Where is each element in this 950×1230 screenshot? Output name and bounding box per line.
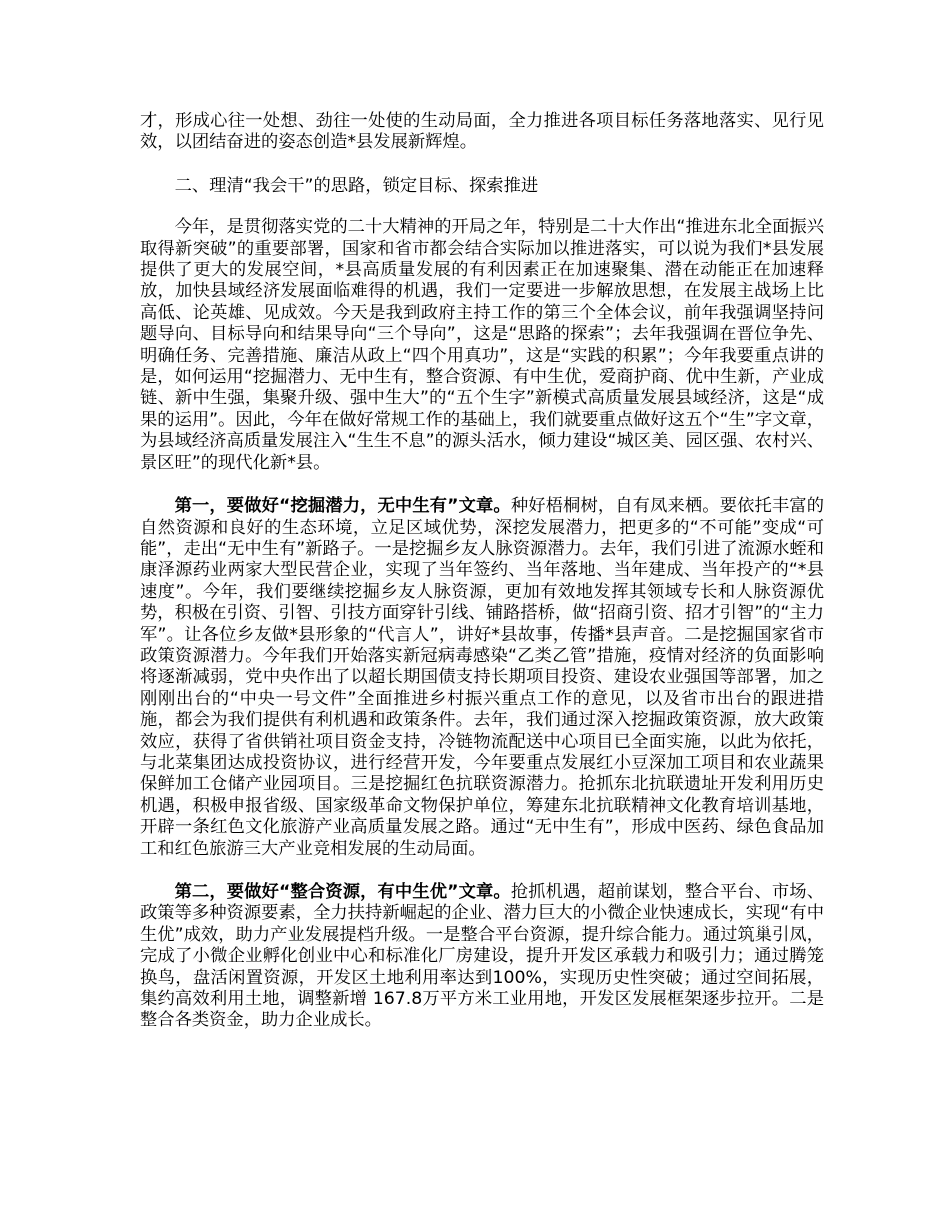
second-point-heading: 第二，要做好“整合资源，有中生优”文章。 xyxy=(174,882,511,902)
paragraph-continued: 才，形成心往一处想、劲往一处使的生动局面，全力推进各项目标任务落地落实、见行见效，以团结奋进的姿态创造*县发展新辉煌。 xyxy=(140,111,824,153)
second-point-body: 抢抓机遇，超前谋划，整合平台、市场、政策等多种资源要素，全力扶持新崛起的企业、潜力巨大的小微企业快速成长，实现“有中生优”成效，助力产业发展提档升级。一是整合平台资源，提升综合能力。通过筑巢引凤，完成了小微企业孵化创业中心和标准化厂房建设，提升开发区承载力和吸引力；通过腾笼换鸟，盘活闲置资源，开发区土地利用率达到100%，实现历史性突破；通过空间拓展，集约高效利用土地，调整新增 167.8万平方米工业用地，开发区发展框架逐步拉开。二是整合各类资金，助力企业成长。 xyxy=(140,882,824,1031)
document-page xyxy=(140,108,824,1032)
first-point-heading: 第一，要做好“挖掘潜力，无中生有”文章。 xyxy=(174,496,511,517)
section-heading: 二、理清“我会干”的思路，锁定目标、探索推进 xyxy=(174,175,539,196)
paragraph-second-point xyxy=(140,882,824,1032)
paragraph-first-point xyxy=(140,496,824,860)
paragraph-intro: 今年，是贯彻落实党的二十大精神的开局之年，特别是二十大作出“推进东北全面振兴取得新突破”的重要部署，国家和省市都会结合实际加以推进落实，可以说为我们*县发展提供了更大的发展空间，*县高质量发展的有利因素正在加速聚集、潜在动能正在加速释放，加快县域经济发展面临难得的机遇，我们一定要进一步解放思想，在发展主战场上比高低、论英雄、见成效。今天是我到政府主持工作的第三个全体会议，前年我强调坚持问题导向、目标导向和结果导向“三个导向”，这是“思路的探索”；去年我强调在晋位争先、明确任务、完善措施、廉洁从政上“四个用真功”，这是“实践的积累”；今年我要重点讲的是，如何运用“挖掘潜力、无中生有，整合资源、有中生优，爱商护商、优中生新，产业成链、新中生强，集聚升级、强中生大”的“五个生字”新模式高质量发展县域经济，这是“成果的运用”。因此，今年在做好常规工作的基础上，我们就要重点做好这五个“生”字文章，为县域经济高质量发展注入“生生不息”的源头活水，倾力建设“城区美、园区强、农村兴、景区旺”的现代化新*县。 xyxy=(140,217,824,473)
first-point-body: 种好梧桐树，自有凤来栖。要依托丰富的自然资源和良好的生态环境，立足区域优势，深挖发展潜力，把更多的“不可能”变成“可能”，走出“无中生有”新路子。一是挖掘乡友人脉资源潜力。去年，我们引进了流源水蛭和康泽源药业两家大型民营企业，实现了当年签约、当年落地、当年建成、当年投产的“*县速度”。今年，我们要继续挖掘乡友人脉资源，更加有效地发挥其领域专长和人脉资源优势，积极在引资、引智、引技方面穿针引线、铺路搭桥，做“招商引资、招才引智”的“主力军”。让各位乡友做*县形象的“代言人”，讲好*县故事，传播*县声音。二是挖掘国家省市政策资源潜力。今年我们开始落实新冠病毒感染“乙类乙管”措施，疫情对经济的负面影响将逐渐减弱，党中央作出了以超长期国债支持长期项目投资、建设农业强国等部署，加之刚刚出台的“中央一号文件”全面推进乡村振兴重点工作的意见，以及省市出台的跟进措施，都会为我们提供有利机遇和政策条件。去年，我们通过深入挖掘政策资源，放大政策效应，获得了省供销社项目资金支持，冷链物流配送中心项目已全面实施，以此为依托，与北菜集团达成投资协议，进行经营开发，今年要重点发展红小豆深加工项目和农业蔬果保鲜加工仓储产业园项目。三是挖掘红色抗联资源潜力。抢抓东北抗联遗址开发利用历史机遇，积极申报省级、国家级革命文物保护单位，筹建东北抗联精神文化教育培训基地，开辟一条红色文化旅游产业高质量发展之路。通过“无中生有”，形成中医药、绿色食品加工和红色旅游三大产业竞相发展的生动局面。 xyxy=(140,496,824,859)
